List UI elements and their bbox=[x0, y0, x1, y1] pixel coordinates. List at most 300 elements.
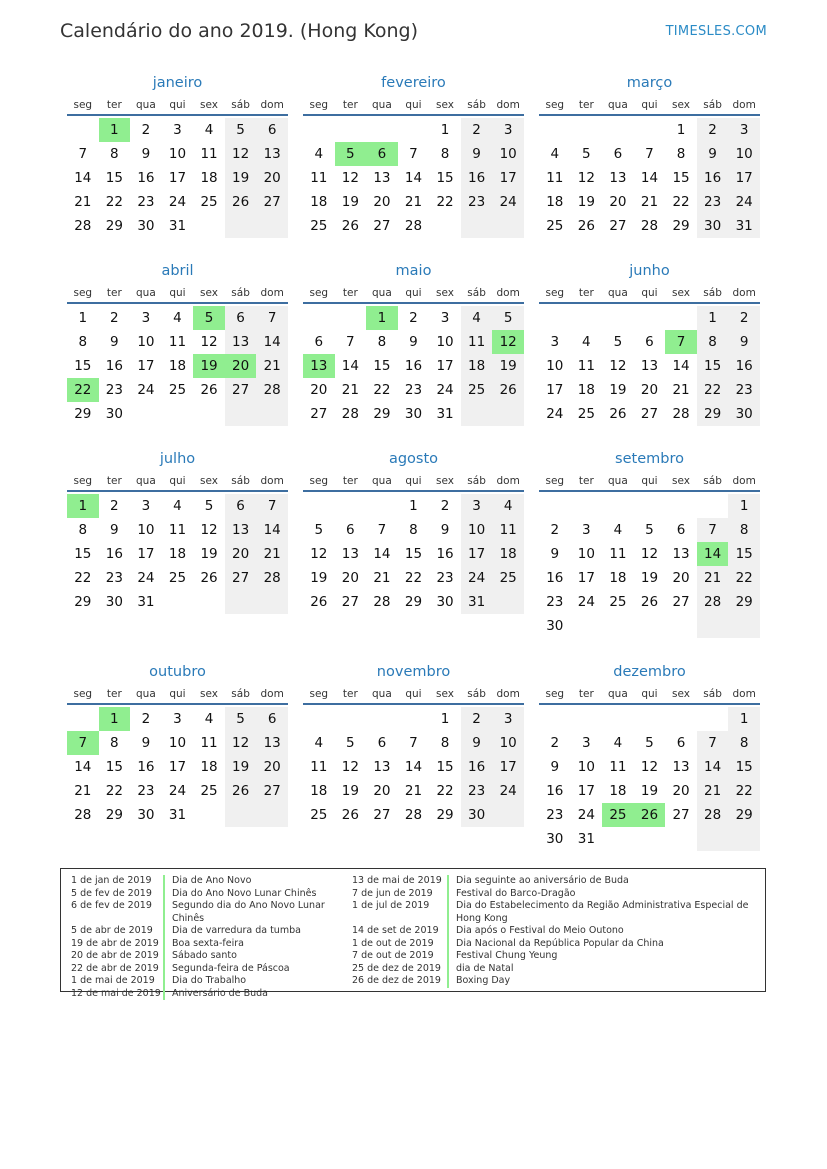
calendar-day: 1 bbox=[440, 711, 450, 727]
calendar-week bbox=[303, 166, 524, 190]
calendar-day: 8 bbox=[440, 735, 450, 751]
weekday-label: sáb bbox=[467, 475, 486, 487]
calendar-day: 15 bbox=[436, 759, 454, 775]
calendar-week bbox=[67, 142, 288, 166]
calendar-day-empty bbox=[665, 614, 697, 638]
calendar-day: 29 bbox=[74, 594, 92, 610]
calendar-week bbox=[67, 306, 288, 330]
calendar-day-empty bbox=[256, 590, 288, 614]
weekday-label: seg bbox=[73, 287, 93, 299]
calendar-week bbox=[303, 707, 524, 731]
calendar-day-empty bbox=[571, 614, 603, 638]
calendar-day: 9 bbox=[440, 522, 450, 538]
calendar-day: 11 bbox=[168, 334, 187, 350]
calendar-day: 29 bbox=[373, 406, 391, 422]
calendar-day: 14 bbox=[256, 518, 288, 542]
calendar-day: 29 bbox=[105, 807, 123, 823]
calendar-week bbox=[539, 803, 760, 827]
weekday-label: seg bbox=[545, 475, 565, 487]
calendar-day-empty bbox=[571, 306, 603, 330]
calendar-day: 28 bbox=[404, 218, 423, 234]
calendar-day: 17 bbox=[728, 166, 760, 190]
calendar-day: 28 bbox=[256, 378, 288, 402]
calendar-day: 20 bbox=[640, 382, 659, 398]
calendar-day-empty bbox=[571, 707, 603, 731]
calendar-day-empty bbox=[539, 118, 571, 142]
calendar-week bbox=[303, 402, 524, 426]
calendar-day: 5 bbox=[645, 735, 654, 751]
calendar-day: 3 bbox=[582, 735, 591, 751]
calendar-week bbox=[539, 214, 760, 238]
calendar-week bbox=[67, 518, 288, 542]
calendar-day: 6 bbox=[225, 494, 257, 518]
calendar-week bbox=[539, 354, 760, 378]
weekday-label: seg bbox=[309, 688, 329, 700]
calendar-day: 6 bbox=[366, 142, 398, 166]
calendar-day: 19 bbox=[640, 783, 659, 799]
calendar-week bbox=[303, 779, 524, 803]
calendar-day-empty bbox=[303, 707, 335, 731]
calendar-day: 6 bbox=[613, 146, 623, 162]
weekday-label: sex bbox=[200, 688, 219, 700]
calendar-day: 22 bbox=[728, 566, 760, 590]
calendar-day-empty bbox=[130, 402, 162, 426]
weekday-label: sáb bbox=[231, 688, 250, 700]
month-fevereiro bbox=[303, 73, 524, 238]
calendar-day: 26 bbox=[640, 594, 659, 610]
calendar-day: 31 bbox=[461, 590, 493, 614]
calendar-day: 30 bbox=[105, 594, 123, 610]
calendar-week bbox=[539, 542, 760, 566]
month-name: junho bbox=[629, 263, 670, 279]
calendar-day: 7 bbox=[665, 330, 697, 354]
holiday-list bbox=[60, 868, 766, 999]
weekday-label: sex bbox=[672, 688, 691, 700]
holiday-row bbox=[71, 925, 353, 938]
calendar-day: 25 bbox=[168, 570, 187, 586]
month-agosto bbox=[303, 449, 524, 614]
weekday-label: sáb bbox=[467, 99, 486, 111]
calendar-day: 26 bbox=[492, 378, 524, 402]
holiday-date: 12 de mai de 2019 bbox=[71, 987, 161, 999]
calendar-day: 5 bbox=[492, 306, 524, 330]
calendar-day: 20 bbox=[373, 783, 391, 799]
calendar-day: 18 bbox=[200, 759, 218, 775]
weekday-label: sex bbox=[672, 475, 691, 487]
calendar-day: 19 bbox=[341, 194, 359, 210]
calendar-day: 28 bbox=[341, 406, 359, 422]
weekday-label: qua bbox=[136, 475, 156, 487]
calendar-day: 15 bbox=[74, 546, 92, 562]
month-name: agosto bbox=[388, 451, 439, 467]
weekday-label: qua bbox=[136, 287, 156, 299]
calendar-day: 15 bbox=[105, 170, 123, 186]
calendar-day-empty bbox=[366, 707, 398, 731]
holiday-name: Dia de Ano Novo bbox=[163, 875, 251, 888]
calendar-day: 6 bbox=[346, 522, 355, 538]
calendar-day: 24 bbox=[492, 779, 524, 803]
calendar-day: 19 bbox=[492, 354, 524, 378]
calendar-day-empty bbox=[429, 214, 461, 238]
calendar-day: 9 bbox=[141, 735, 151, 751]
calendar-day: 10 bbox=[728, 142, 760, 166]
calendar-day: 14 bbox=[404, 170, 423, 186]
weekday-label: sáb bbox=[703, 287, 722, 299]
calendar-day: 25 bbox=[577, 406, 595, 422]
holiday-row bbox=[352, 888, 752, 901]
calendar-day: 15 bbox=[436, 170, 454, 186]
calendar-week bbox=[67, 707, 288, 731]
calendar-day: 1 bbox=[697, 306, 729, 330]
calendar-day: 2 bbox=[550, 522, 560, 538]
weekday-label: qua bbox=[372, 99, 392, 111]
holiday-date: 1 de mai de 2019 bbox=[71, 975, 155, 986]
calendar-week bbox=[539, 707, 760, 731]
weekday-header bbox=[67, 686, 288, 705]
month-name: abril bbox=[161, 263, 194, 279]
calendar-day: 3 bbox=[141, 498, 151, 514]
calendar-week bbox=[303, 378, 524, 402]
weekday-label: qui bbox=[169, 99, 186, 111]
calendar-day: 1 bbox=[728, 494, 760, 518]
calendar-day: 6 bbox=[377, 735, 387, 751]
calendar-day: 7 bbox=[78, 146, 88, 162]
calendar-week bbox=[67, 190, 288, 214]
calendar-week bbox=[67, 731, 288, 755]
calendar-day: 1 bbox=[67, 494, 99, 518]
calendar-day: 15 bbox=[728, 542, 760, 566]
calendar-day: 25 bbox=[461, 378, 493, 402]
calendar-day-empty bbox=[665, 707, 697, 731]
weekday-label: seg bbox=[309, 99, 329, 111]
calendar-week bbox=[539, 827, 760, 851]
calendar-day: 10 bbox=[492, 731, 524, 755]
weekday-header bbox=[539, 285, 760, 304]
holiday-date: 26 de dez de 2019 bbox=[352, 975, 441, 986]
calendar-day: 19 bbox=[640, 570, 659, 586]
calendar-day: 23 bbox=[728, 378, 760, 402]
calendar-day: 3 bbox=[550, 334, 560, 350]
calendar-day: 18 bbox=[546, 194, 564, 210]
calendar-day: 31 bbox=[436, 406, 454, 422]
calendar-day: 7 bbox=[346, 334, 355, 350]
holiday-name: Dia de varredura da tumba bbox=[163, 925, 301, 938]
calendar-day: 21 bbox=[697, 779, 729, 803]
calendar-week bbox=[539, 566, 760, 590]
calendar-day: 23 bbox=[546, 807, 564, 823]
calendar-day: 7 bbox=[697, 518, 729, 542]
calendar-day: 24 bbox=[137, 382, 155, 398]
calendar-day: 6 bbox=[256, 118, 288, 142]
calendar-day-empty bbox=[67, 707, 99, 731]
holiday-date: 14 de set de 2019 bbox=[352, 925, 439, 936]
calendar-day: 23 bbox=[546, 594, 564, 610]
calendar-week bbox=[539, 330, 760, 354]
calendar-week bbox=[67, 494, 288, 518]
calendar-day: 31 bbox=[168, 218, 187, 234]
weekday-header bbox=[303, 473, 524, 492]
weekday-label: sex bbox=[436, 99, 455, 111]
calendar-day: 10 bbox=[168, 735, 187, 751]
calendar-day: 20 bbox=[373, 194, 391, 210]
holiday-row bbox=[71, 988, 353, 1001]
holiday-row bbox=[352, 963, 752, 976]
weekday-label: qui bbox=[641, 475, 658, 487]
holiday-date: 1 de jan de 2019 bbox=[71, 875, 152, 886]
calendar-day: 25 bbox=[310, 218, 328, 234]
calendar-day: 30 bbox=[461, 803, 493, 827]
calendar-week bbox=[303, 354, 524, 378]
calendar-day: 27 bbox=[672, 807, 690, 823]
weekday-label: seg bbox=[545, 287, 565, 299]
calendar-day: 29 bbox=[697, 402, 729, 426]
weekday-label: qui bbox=[641, 287, 658, 299]
holiday-name: Dia do Trabalho bbox=[163, 975, 246, 988]
calendar-day: 29 bbox=[672, 218, 690, 234]
calendar-day: 1 bbox=[728, 707, 760, 731]
weekday-label: seg bbox=[309, 287, 329, 299]
calendar-day: 26 bbox=[609, 406, 627, 422]
holiday-name: Aniversário de Buda bbox=[163, 988, 268, 1001]
calendar-day-empty bbox=[539, 494, 571, 518]
calendar-day: 13 bbox=[672, 759, 690, 775]
calendar-day: 13 bbox=[225, 330, 257, 354]
calendar-day: 4 bbox=[314, 735, 324, 751]
calendar-day: 2 bbox=[461, 707, 493, 731]
calendar-week bbox=[303, 542, 524, 566]
calendar-day: 5 bbox=[335, 142, 367, 166]
calendar-day: 2 bbox=[110, 498, 119, 514]
calendar-day: 14 bbox=[404, 759, 423, 775]
weekday-label: sáb bbox=[231, 99, 250, 111]
weekday-label: dom bbox=[496, 475, 520, 487]
holiday-name: Dia do Ano Novo Lunar Chinês bbox=[163, 888, 316, 901]
calendar-day-empty bbox=[256, 214, 288, 238]
weekday-label: ter bbox=[342, 99, 358, 111]
holiday-date: 20 de abr de 2019 bbox=[71, 950, 159, 961]
calendar-day: 10 bbox=[492, 142, 524, 166]
calendar-day-empty bbox=[366, 494, 398, 518]
calendar-day: 17 bbox=[137, 546, 155, 562]
calendar-day: 21 bbox=[256, 542, 288, 566]
calendar-day-empty bbox=[256, 803, 288, 827]
calendar-day: 16 bbox=[461, 166, 493, 190]
calendar-day: 6 bbox=[676, 522, 686, 538]
calendar-day: 12 bbox=[225, 731, 257, 755]
holiday-name: Dia após o Festival do Meio Outono bbox=[447, 925, 624, 938]
calendar-day: 13 bbox=[373, 759, 391, 775]
calendar-day: 27 bbox=[640, 406, 659, 422]
calendar-day: 9 bbox=[461, 142, 493, 166]
calendar-day: 26 bbox=[577, 218, 595, 234]
calendar-day-empty bbox=[634, 494, 666, 518]
calendar-day: 18 bbox=[577, 382, 595, 398]
calendar-week bbox=[539, 118, 760, 142]
calendar-day: 9 bbox=[110, 522, 119, 538]
calendar-day: 17 bbox=[492, 166, 524, 190]
calendar-day: 11 bbox=[200, 146, 218, 162]
calendar-day: 17 bbox=[461, 542, 493, 566]
calendar-day: 13 bbox=[256, 731, 288, 755]
calendar-day: 30 bbox=[546, 618, 564, 634]
calendar-day: 21 bbox=[404, 194, 423, 210]
holiday-name: Dia seguinte ao aniversário de Buda bbox=[447, 875, 629, 888]
calendar-day: 2 bbox=[440, 498, 450, 514]
calendar-day: 4 bbox=[204, 711, 214, 727]
weekday-label: qua bbox=[608, 688, 628, 700]
holiday-name: Boa sexta-feira bbox=[163, 938, 244, 951]
calendar-day-empty bbox=[492, 803, 524, 827]
calendar-day: 4 bbox=[173, 498, 182, 514]
weekday-label: dom bbox=[496, 688, 520, 700]
holiday-row bbox=[352, 938, 752, 951]
weekday-label: qua bbox=[608, 287, 628, 299]
calendar-day: 31 bbox=[168, 807, 187, 823]
calendar-day: 17 bbox=[546, 382, 564, 398]
calendar-day: 17 bbox=[137, 358, 155, 374]
calendar-day: 4 bbox=[314, 146, 324, 162]
calendar-day: 23 bbox=[137, 194, 155, 210]
calendar-day: 8 bbox=[78, 334, 88, 350]
calendar-day: 11 bbox=[461, 330, 493, 354]
calendar-day: 12 bbox=[200, 334, 218, 350]
calendar-week bbox=[67, 803, 288, 827]
calendar-day-empty bbox=[335, 306, 367, 330]
weekday-label: sex bbox=[200, 287, 219, 299]
calendar-day: 9 bbox=[409, 334, 418, 350]
calendar-day: 19 bbox=[577, 194, 595, 210]
calendar-day: 15 bbox=[74, 358, 92, 374]
holiday-date: 22 de abr de 2019 bbox=[71, 962, 159, 974]
calendar-day: 8 bbox=[728, 518, 760, 542]
weekday-header bbox=[539, 686, 760, 705]
calendar-day: 21 bbox=[74, 783, 92, 799]
calendar-day-empty bbox=[602, 118, 634, 142]
calendar-day: 14 bbox=[373, 546, 391, 562]
calendar-day-empty bbox=[665, 494, 697, 518]
calendar-week bbox=[303, 142, 524, 166]
calendar-day: 21 bbox=[341, 382, 359, 398]
calendar-day: 16 bbox=[105, 358, 123, 374]
calendar-day-empty bbox=[225, 214, 257, 238]
calendar-day: 29 bbox=[74, 406, 92, 422]
calendar-day-empty bbox=[602, 306, 634, 330]
calendar-day: 20 bbox=[341, 570, 359, 586]
calendar-day: 21 bbox=[74, 194, 92, 210]
calendar-day: 7 bbox=[409, 146, 418, 162]
calendar-week bbox=[539, 402, 760, 426]
brand-link[interactable]: TIMESLES.COM bbox=[665, 24, 767, 39]
calendar-week bbox=[303, 731, 524, 755]
holiday-row bbox=[71, 950, 353, 963]
calendar-day: 19 bbox=[225, 166, 257, 190]
calendar-day: 6 bbox=[645, 334, 654, 350]
calendar-day: 14 bbox=[697, 542, 729, 566]
calendar-week bbox=[539, 614, 760, 638]
calendar-day-empty bbox=[67, 118, 99, 142]
calendar-day: 12 bbox=[609, 358, 627, 374]
month-março bbox=[539, 73, 760, 238]
calendar-day-empty bbox=[634, 707, 666, 731]
weekday-label: dom bbox=[260, 287, 284, 299]
calendar-day: 14 bbox=[640, 170, 659, 186]
calendar-day: 27 bbox=[310, 406, 328, 422]
calendar-day-empty bbox=[225, 402, 257, 426]
calendar-day: 15 bbox=[697, 354, 729, 378]
calendar-day: 17 bbox=[436, 358, 454, 374]
holiday-row bbox=[71, 888, 353, 901]
weekday-label: seg bbox=[309, 475, 329, 487]
holiday-row bbox=[71, 900, 353, 925]
weekday-header bbox=[303, 686, 524, 705]
calendar-day: 3 bbox=[440, 310, 450, 326]
calendar-day: 2 bbox=[141, 711, 151, 727]
calendar-week bbox=[67, 330, 288, 354]
calendar-day: 10 bbox=[577, 546, 595, 562]
holiday-date: 5 de fev de 2019 bbox=[71, 887, 152, 899]
calendar-week bbox=[303, 494, 524, 518]
month-abril bbox=[67, 261, 288, 426]
calendar-day: 31 bbox=[577, 831, 595, 847]
calendar-day: 7 bbox=[697, 731, 729, 755]
calendar-week bbox=[539, 590, 760, 614]
calendar-day: 22 bbox=[436, 783, 454, 799]
calendar-day-empty bbox=[634, 614, 666, 638]
calendar-week bbox=[539, 755, 760, 779]
calendar-day: 15 bbox=[672, 170, 690, 186]
calendar-day: 15 bbox=[404, 546, 423, 562]
calendar-day: 18 bbox=[168, 546, 187, 562]
holiday-name: Dia do Estabelecimento da Região Administrativa Especial de Hong Kong bbox=[447, 900, 752, 925]
holiday-name: Festival Chung Yeung bbox=[447, 950, 557, 963]
calendar-day: 19 bbox=[200, 546, 218, 562]
calendar-day-empty bbox=[492, 402, 524, 426]
calendar-day: 20 bbox=[672, 570, 690, 586]
calendar-day-empty bbox=[634, 118, 666, 142]
calendar-day: 16 bbox=[137, 759, 155, 775]
calendar-day: 9 bbox=[110, 334, 119, 350]
calendar-week bbox=[67, 354, 288, 378]
weekday-label: dom bbox=[496, 287, 520, 299]
calendar-day: 11 bbox=[168, 522, 187, 538]
month-name: outubro bbox=[149, 664, 206, 680]
calendar-day: 3 bbox=[461, 494, 493, 518]
calendar-day: 11 bbox=[609, 759, 627, 775]
weekday-label: ter bbox=[578, 688, 594, 700]
calendar-day: 26 bbox=[634, 803, 666, 827]
calendar-day: 18 bbox=[461, 354, 493, 378]
weekday-label: ter bbox=[578, 287, 594, 299]
calendar-day: 25 bbox=[310, 807, 328, 823]
calendar-day-empty bbox=[193, 590, 225, 614]
calendar-day: 20 bbox=[256, 166, 288, 190]
calendar-day: 13 bbox=[609, 170, 627, 186]
calendar-day: 22 bbox=[67, 378, 99, 402]
month-junho bbox=[539, 261, 760, 426]
calendar-day: 8 bbox=[728, 731, 760, 755]
calendar-day: 7 bbox=[256, 494, 288, 518]
weekday-label: qua bbox=[136, 688, 156, 700]
calendar-day-empty bbox=[193, 214, 225, 238]
calendar-day: 23 bbox=[137, 783, 155, 799]
calendar-day-empty bbox=[697, 707, 729, 731]
calendar-day: 13 bbox=[640, 358, 659, 374]
month-name: julho bbox=[159, 451, 196, 467]
weekday-label: qui bbox=[405, 99, 422, 111]
weekday-label: ter bbox=[106, 688, 122, 700]
calendar-week bbox=[539, 779, 760, 803]
calendar-week bbox=[67, 378, 288, 402]
